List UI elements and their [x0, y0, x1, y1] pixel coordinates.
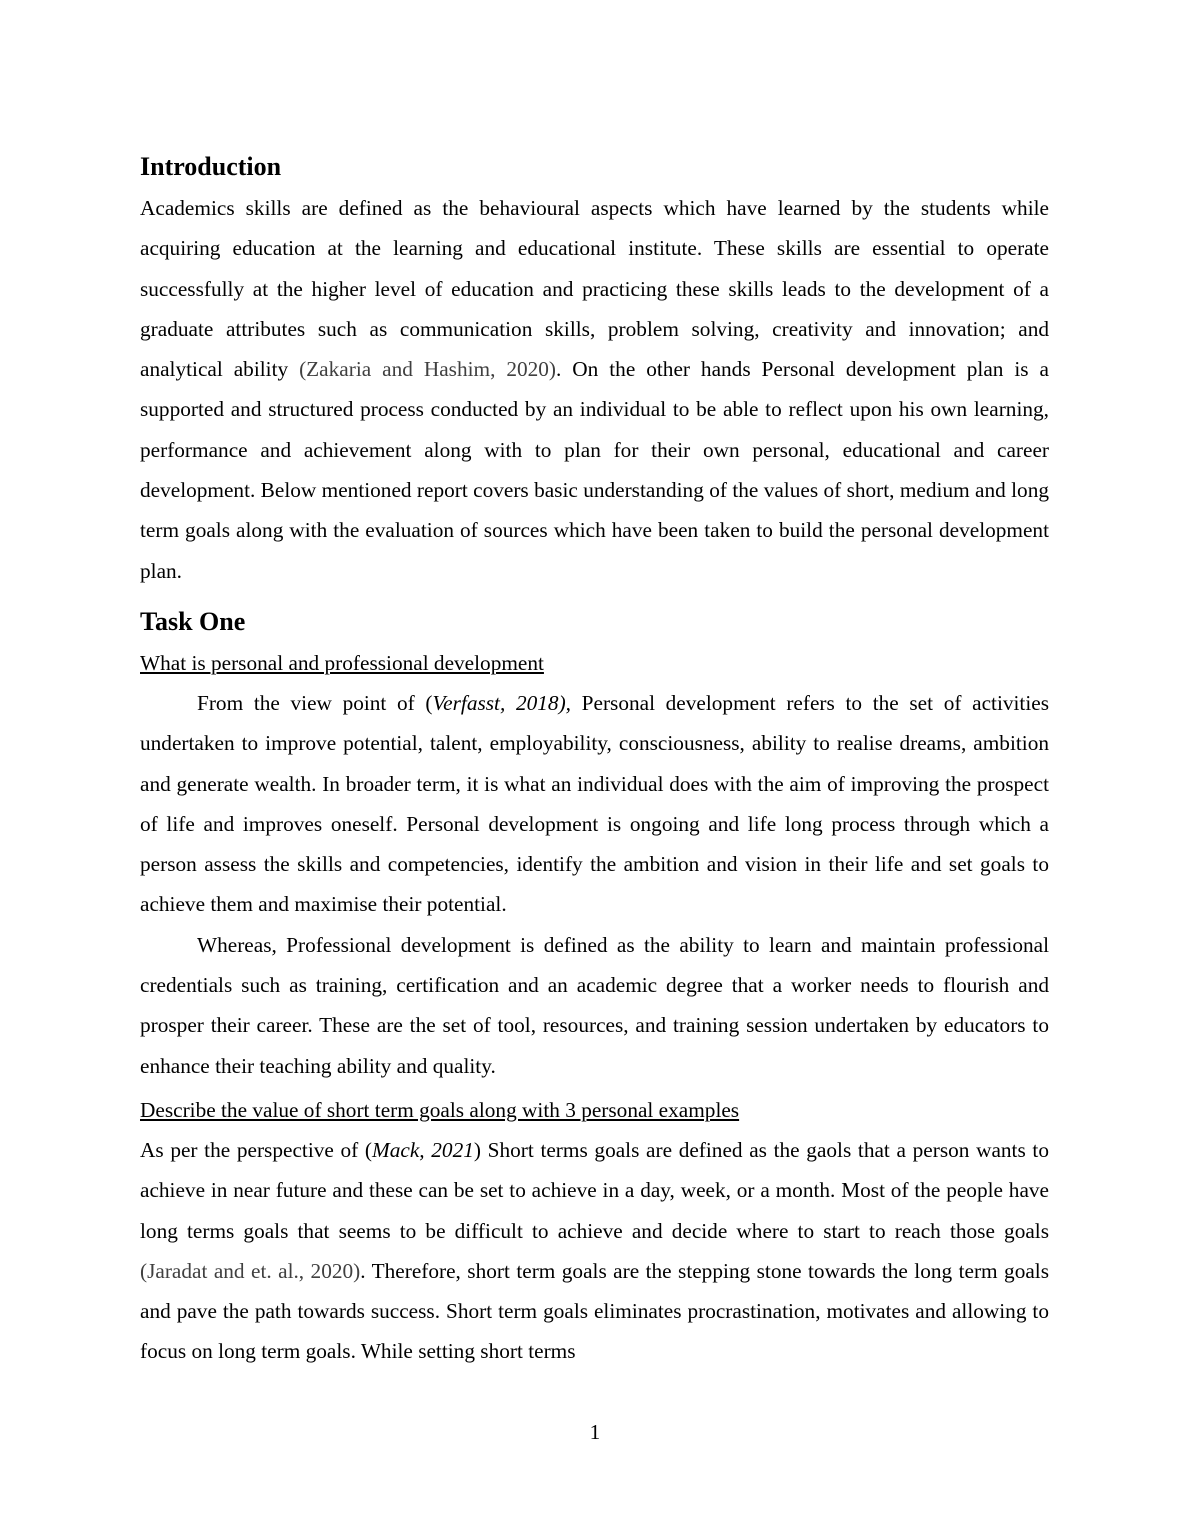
p4-citation-jaradat: (Jaradat and et. al., 2020): [140, 1258, 361, 1283]
introduction-paragraph: [140, 188, 1049, 591]
intro-text-b: . On the other hands Personal development plan is a supported and structured process conducted by an individual to be able to reflect upon his own learning, performance and achievement along with to plan for their own personal, educational and career development. Below mentioned report covers basic understanding of the values of short, medium and long term goals along with the evaluation of sources which have been taken to build the personal development plan.: [140, 357, 1049, 583]
subheading-personal-professional: What is personal and professional development: [140, 650, 544, 675]
p2-citation: Verfasst, 2018),: [432, 690, 571, 715]
document-page: [140, 148, 1049, 1372]
p4-text-a: As per the perspective of (: [140, 1137, 372, 1162]
intro-text-a: Academics skills are defined as the behavioural aspects which have learned by the students while acquiring education at the learning and educational institute. These skills are essential to operate successfully at the higher level of education and practicing these skills leads to the development of a graduate attributes such as communication skills, problem solving, creativity and innovation; and analytical ability: [140, 196, 1049, 382]
p2-text-b: Personal development refers to the set of activities undertaken to improve potential, talent, employability, consciousness, ability to realise dreams, ambition and generate wealth. In broader term, it is what an individual does with the aim of improving the prospect of life and improves oneself. Personal development is ongoing and life long process through which a person assess the skills and competencies, identify the ambition and vision in their life and set goals to achieve them and maximise their potential.: [140, 690, 1049, 917]
p4-text-b: ) Short terms goals are defined as the gaols that a person wants to achieve in near future and these can be set to achieve in a day, week, or a month. Most of the people have long terms goals that seems to be difficult to achieve and decide where to start to reach those goals: [140, 1137, 1049, 1243]
page-number: 1: [589, 1420, 601, 1444]
short-term-goals-paragraph: [140, 1130, 1049, 1372]
professional-development-paragraph: Whereas, Professional development is defined as the ability to learn and maintain professional credentials such as training, certification and an academic degree that a worker needs to flourish and prosper their career. These are the set of tool, resources, and training session undertaken by educators to enhance their teaching ability and quality.: [140, 932, 1049, 1078]
introduction-heading: Introduction: [140, 152, 282, 181]
subheading-short-term-goals: Describe the value of short term goals along with 3 personal examples: [140, 1097, 740, 1122]
task-one-heading: Task One: [140, 606, 246, 636]
personal-development-paragraph: [140, 683, 1049, 925]
p4-citation-mack: Mack, 2021: [372, 1137, 474, 1162]
p2-text-a: From the view point of (: [197, 690, 433, 715]
intro-citation: (Zakaria and Hashim, 2020): [299, 357, 557, 382]
p4-text-c: . Therefore, short term goals are the stepping stone towards the long term goals and pave the path towards success. Short term goals eliminates procrastination, motivates and allowing to focus on long term goals. While setting short terms: [140, 1258, 1049, 1364]
